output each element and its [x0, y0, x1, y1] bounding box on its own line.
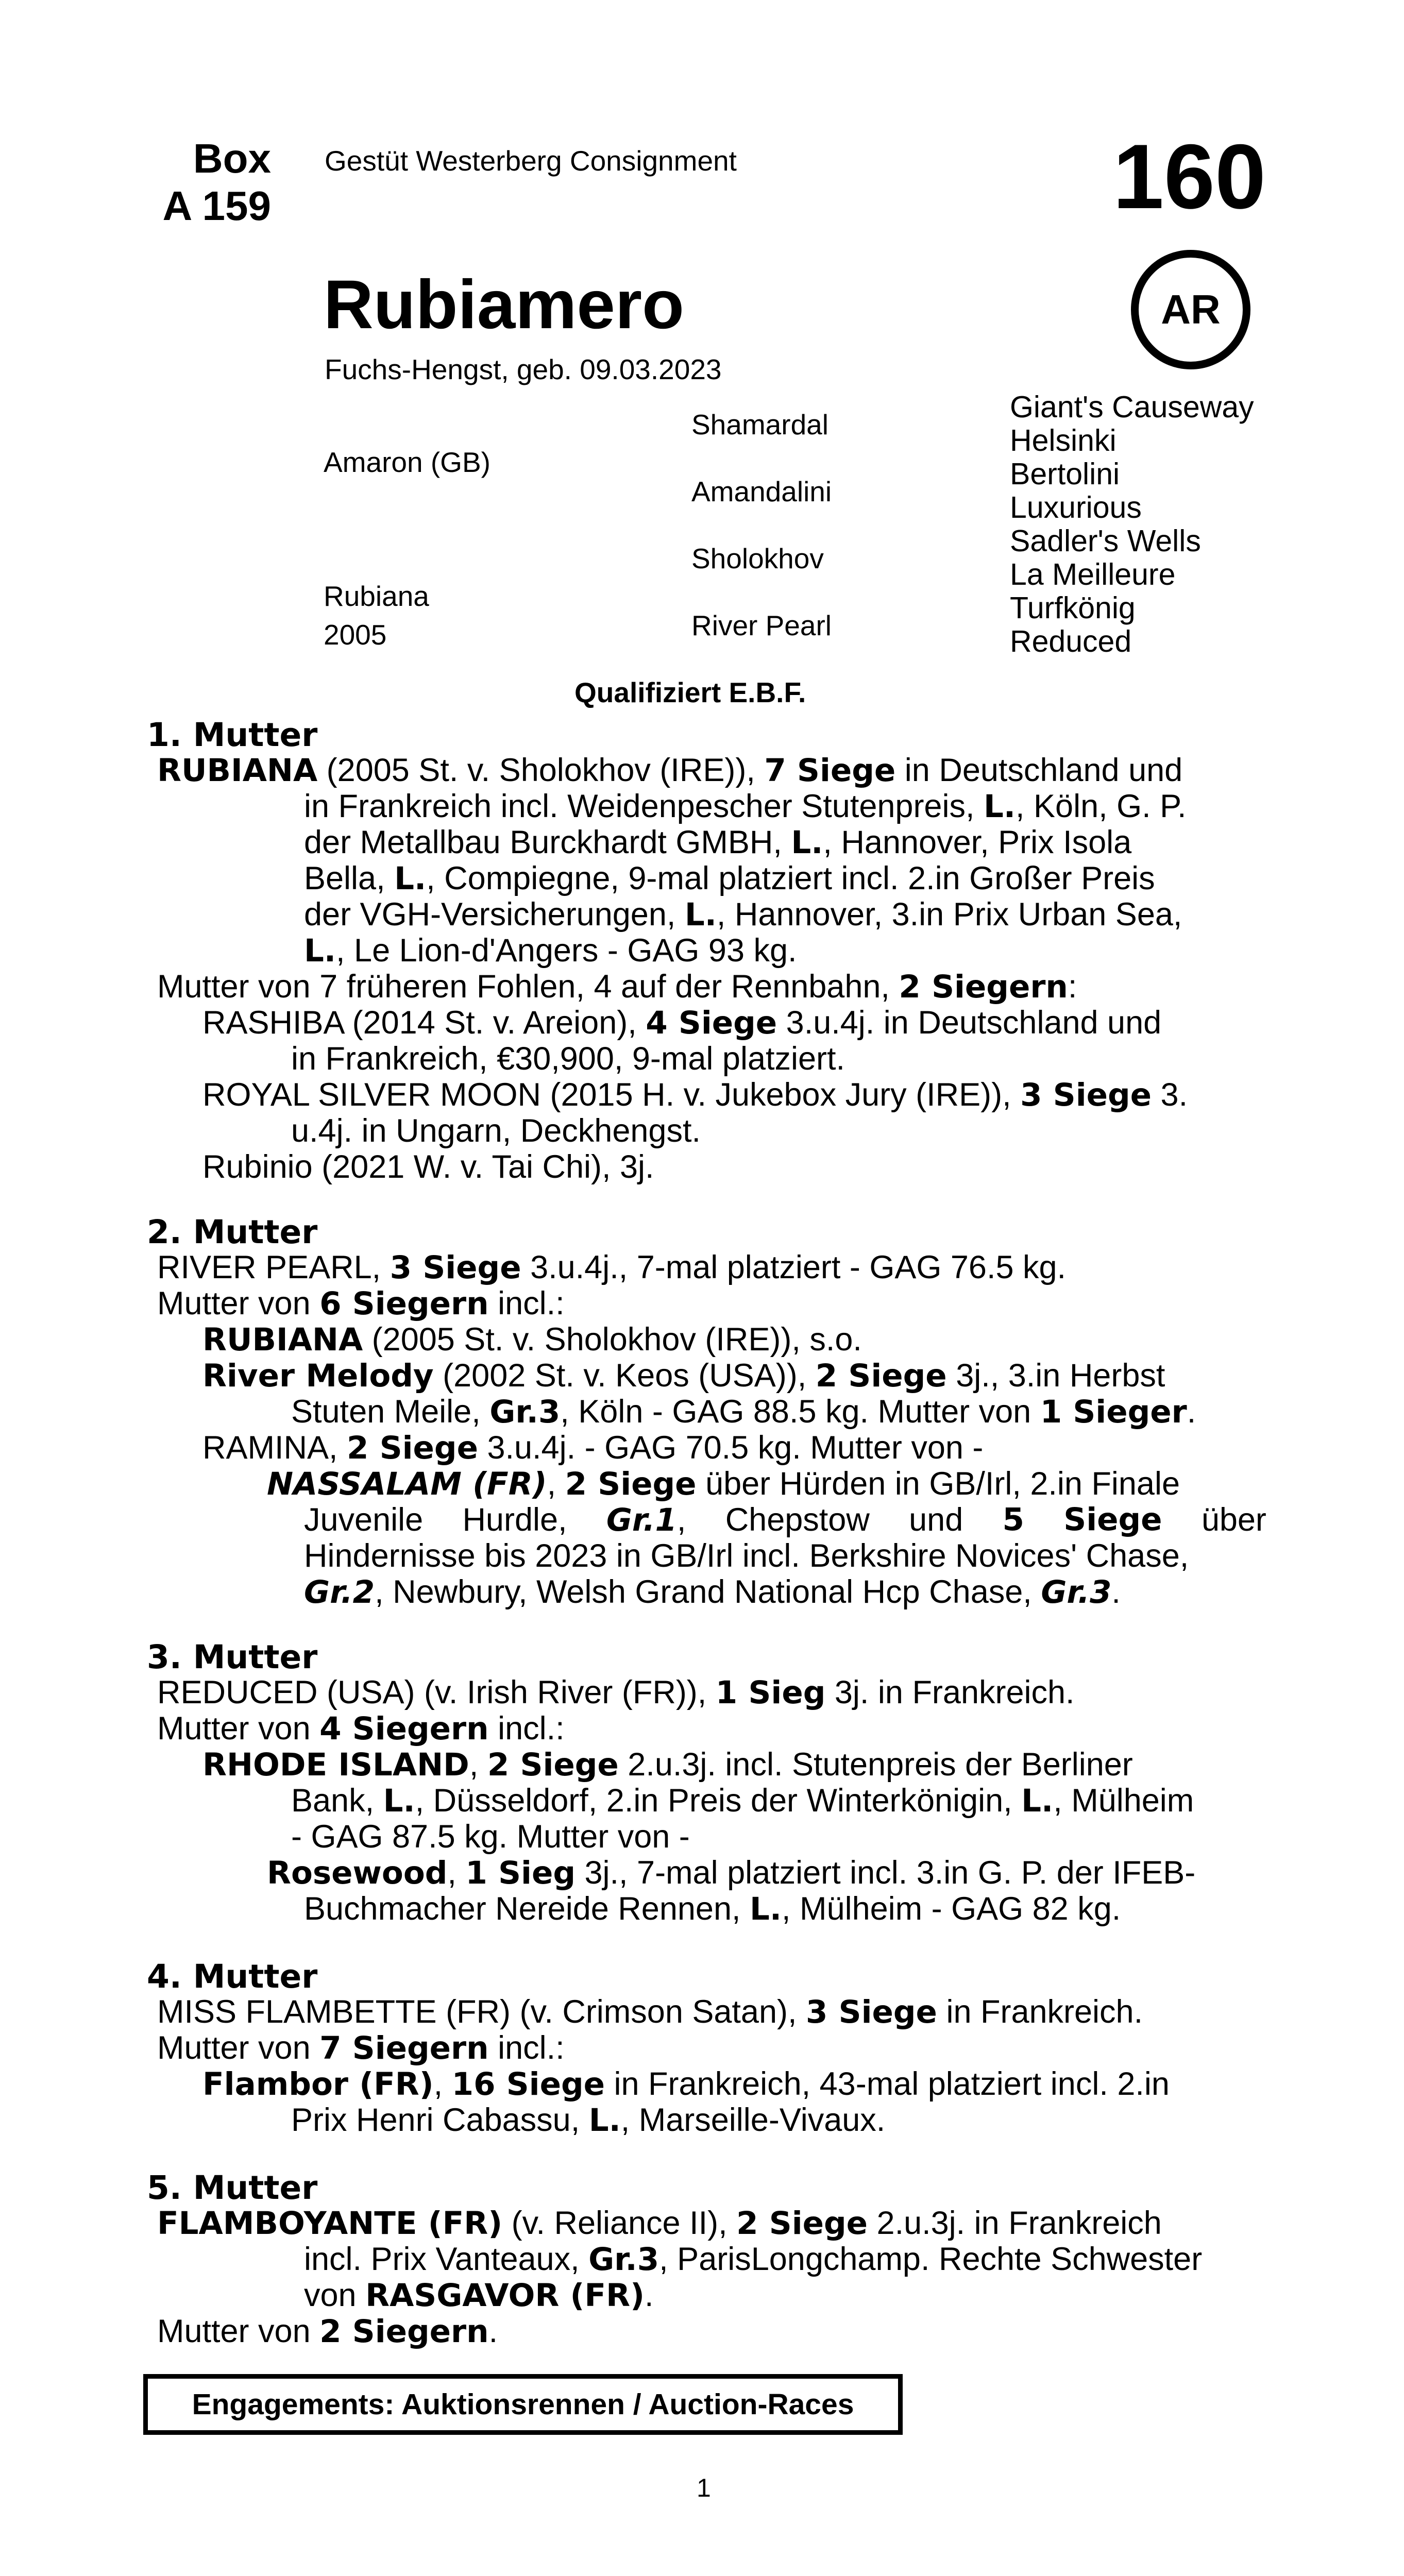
text-line: Mutter von 7 früheren Fohlen, 4 auf der Rennbahn, 2 Siegern:	[157, 969, 1077, 1005]
pedigree-grandparent: Shamardal	[691, 409, 828, 440]
text-line: incl. Prix Vanteaux, Gr.3, ParisLongchamp. Rechte Schwester	[304, 2241, 1203, 2278]
text-line: Prix Henri Cabassu, L., Marseille-Vivaux.	[291, 2102, 886, 2139]
text-line: u.4j. in Ungarn, Deckhengst.	[291, 1113, 701, 1149]
pedigree-dam: Rubiana	[324, 580, 429, 612]
text-line: der Metallbau Burckhardt GMBH, L., Hannover, Prix Isola	[304, 824, 1132, 861]
section-heading: 3. Mutter	[147, 1638, 318, 1676]
horse-name: Rubiamero	[324, 266, 684, 343]
text-line: REDUCED (USA) (v. Irish River (FR)), 1 Sieg 3j. in Frankreich.	[157, 1674, 1075, 1711]
pedigree-ggp: Luxurious	[1010, 490, 1142, 524]
pedigree-ggp: Sadler's Wells	[1010, 524, 1201, 558]
section-heading: 5. Mutter	[147, 2169, 318, 2207]
pedigree-ggp: Helsinki	[1010, 423, 1117, 457]
text-line: Stuten Meile, Gr.3, Köln - GAG 88.5 kg. Mutter von 1 Sieger.	[291, 1394, 1196, 1430]
section-heading: 2. Mutter	[147, 1213, 318, 1251]
text-line: Bella, L., Compiegne, 9-mal platziert incl. 2.in Großer Preis	[304, 860, 1155, 897]
pedigree-ggp: La Meilleure	[1010, 557, 1176, 591]
text-line: RAMINA, 2 Siege 3.u.4j. - GAG 70.5 kg. Mutter von -	[202, 1430, 984, 1466]
text-line: Mutter von 2 Siegern.	[157, 2313, 498, 2350]
box-word: Box	[193, 135, 271, 181]
pedigree-dam-year: 2005	[324, 619, 387, 651]
text-line: RUBIANA (2005 St. v. Sholokhov (IRE)), 7 Siege in Deutschland und	[157, 752, 1183, 789]
pedigree-sire: Amaron (GB)	[324, 446, 490, 478]
ar-badge	[1131, 250, 1250, 369]
box-label	[129, 135, 271, 230]
ar-badge-label: AR	[1161, 286, 1221, 332]
pedigree-grandparent: Amandalini	[691, 476, 832, 507]
section-heading: 1. Mutter	[147, 716, 318, 754]
text-line: NASSALAM (FR), 2 Siege über Hürden in GB/Irl, 2.in Finale	[267, 1466, 1180, 1502]
text-line: Mutter von 4 Siegern incl.:	[157, 1710, 565, 1747]
text-line: Buchmacher Nereide Rennen, L., Mülheim - GAG 82 kg.	[304, 1891, 1121, 1927]
horse-description: Fuchs-Hengst, geb. 09.03.2023	[325, 353, 722, 385]
text-line: L., Le Lion-d'Angers - GAG 93 kg.	[304, 933, 797, 969]
text-line: RUBIANA (2005 St. v. Sholokhov (IRE)), s.o.	[202, 1321, 862, 1358]
text-line: Rosewood, 1 Sieg 3j., 7-mal platziert incl. 3.in G. P. der IFEB-	[267, 1855, 1196, 1891]
text-line: Flambor (FR), 16 Siege in Frankreich, 43-mal platziert incl. 2.in	[202, 2066, 1170, 2103]
text-line: von RASGAVOR (FR).	[304, 2277, 654, 2314]
text-line: Rubinio (2021 W. v. Tai Chi), 3j.	[202, 1149, 654, 1185]
text-line: RASHIBA (2014 St. v. Areion), 4 Siege 3.u.4j. in Deutschland und	[202, 1005, 1162, 1041]
lot-number: 160	[1113, 125, 1266, 228]
text-line: - GAG 87.5 kg. Mutter von -	[291, 1819, 690, 1855]
text-line: Bank, L., Düsseldorf, 2.in Preis der Winterkönigin, L., Mülheim	[291, 1783, 1194, 1819]
text-line: RIVER PEARL, 3 Siege 3.u.4j., 7-mal platziert - GAG 76.5 kg.	[157, 1249, 1067, 1286]
text-line: in Frankreich, €30,900, 9-mal platziert.	[291, 1041, 845, 1077]
text-line: Mutter von 7 Siegern incl.:	[157, 2030, 565, 2066]
engagements-label: Engagements: Auktionsrennen / Auction-Races	[192, 2388, 854, 2421]
text-line: ROYAL SILVER MOON (2015 H. v. Jukebox Jury (IRE)), 3 Siege 3.	[202, 1077, 1188, 1113]
pedigree-ggp: Giant's Causeway	[1010, 390, 1254, 424]
box-number: A 159	[162, 183, 271, 229]
pedigree-ggp: Reduced	[1010, 624, 1132, 658]
pedigree-grandparent: River Pearl	[691, 609, 832, 641]
text-line: River Melody (2002 St. v. Keos (USA)), 2 Siege 3j., 3.in Herbst	[202, 1358, 1165, 1394]
page-number: 1	[697, 2473, 711, 2502]
consignor: Gestüt Westerberg Consignment	[325, 145, 737, 177]
text-line: Mutter von 6 Siegern incl.:	[157, 1285, 565, 1322]
section-heading: 4. Mutter	[147, 1958, 318, 1995]
text-line: FLAMBOYANTE (FR) (v. Reliance II), 2 Siege 2.u.3j. in Frankreich	[157, 2205, 1162, 2242]
pedigree-ggp: Turfkönig	[1010, 591, 1136, 625]
qualification: Qualifiziert E.B.F.	[574, 676, 806, 708]
pedigree-great-grandparents	[1010, 391, 1254, 658]
text-line: in Frankreich incl. Weidenpescher Stutenpreis, L., Köln, G. P.	[304, 788, 1187, 825]
text-line: RHODE ISLAND, 2 Siege 2.u.3j. incl. Stutenpreis der Berliner	[202, 1747, 1133, 1783]
text-line: Hindernisse bis 2023 in GB/Irl incl. Berkshire Novices' Chase,	[304, 1538, 1189, 1574]
text-line: Gr.2, Newbury, Welsh Grand National Hcp Chase, Gr.3.	[304, 1574, 1121, 1611]
text-line: Juvenile Hurdle, Gr.1, Chepstow und 5 Siege über	[304, 1501, 1266, 1538]
engagements-box	[143, 2374, 903, 2435]
text-line: MISS FLAMBETTE (FR) (v. Crimson Satan), 3 Siege in Frankreich.	[157, 1994, 1143, 2030]
pedigree-ggp: Bertolini	[1010, 457, 1120, 491]
text-line: der VGH-Versicherungen, L., Hannover, 3.in Prix Urban Sea,	[304, 896, 1182, 933]
pedigree-grandparent: Sholokhov	[691, 543, 824, 574]
